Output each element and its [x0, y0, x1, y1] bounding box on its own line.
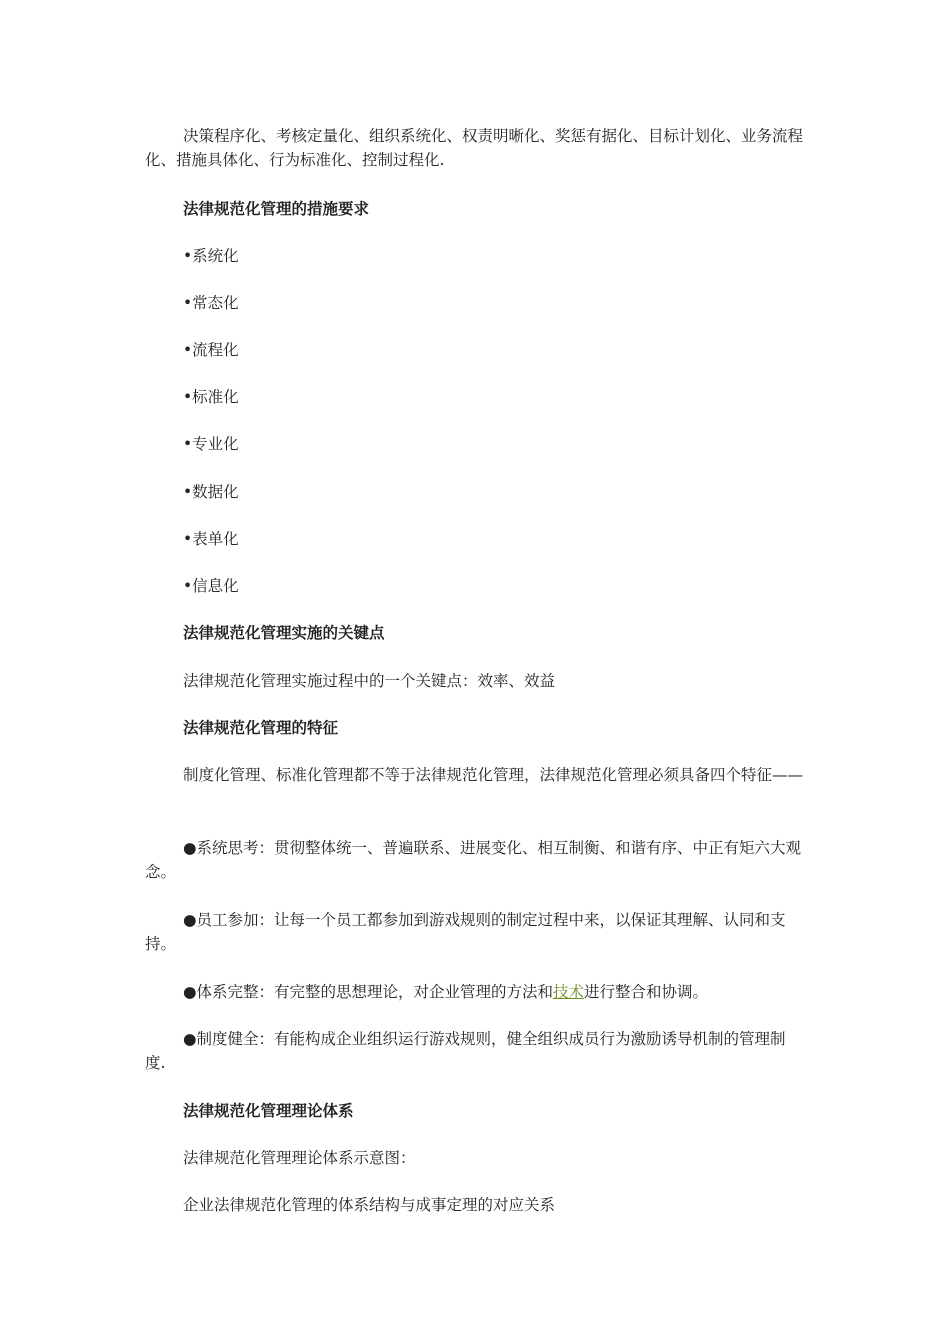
heading-theory-system: 法律规范化管理理论体系	[183, 1101, 354, 1120]
bullet-item: •标准化	[183, 388, 239, 406]
feature-complete-system	[145, 980, 805, 1004]
key-points-paragraph: 法律规范化管理实施过程中的一个关键点：效率、效益	[183, 672, 556, 690]
structure-relation-caption: 企业法律规范化管理的体系结构与成事定理的对应关系	[183, 1196, 556, 1214]
theory-diagram-caption: 法律规范化管理理论体系示意图：	[183, 1149, 416, 1167]
heading-key-points: 法律规范化管理实施的关键点	[183, 623, 385, 642]
heading-features: 法律规范化管理的特征	[183, 718, 339, 737]
bullet-item: •数据化	[183, 483, 239, 501]
bullet-item: •表单化	[183, 530, 239, 548]
bullet-item: •系统化	[183, 247, 239, 265]
bullet-item: •信息化	[183, 577, 239, 595]
bullet-item: •流程化	[183, 341, 239, 359]
feature-sound-rules: ●制度健全：有能构成企业组织运行游戏规则，健全组织成员行为激励诱导机制的管理制度.	[145, 1030, 786, 1072]
bullet-item: •常态化	[183, 294, 239, 312]
features-intro-paragraph: 制度化管理、标准化管理都不等于法律规范化管理，法律规范化管理必须具备四个特征——	[183, 766, 804, 784]
bullet-item: •专业化	[183, 435, 239, 453]
feature-complete-system-text: ●体系完整：有完整的思想理论，对企业管理的方法和	[183, 983, 554, 1001]
intro-paragraph: 决策程序化、考核定量化、组织系统化、权责明晰化、奖惩有据化、目标计划化、业务流程化、措施具体化、行为标准化、控制过程化.	[145, 127, 804, 169]
feature-complete-system-text-end: 进行整合和协调。	[584, 983, 709, 1001]
technology-link[interactable]: 技术	[553, 983, 585, 1001]
heading-measures: 法律规范化管理的措施要求	[183, 199, 370, 218]
feature-employee-participation: ●员工参加：让每一个员工都参加到游戏规则的制定过程中来，以保证其理解、认同和支持。	[145, 911, 786, 953]
feature-systems-thinking: ●系统思考：贯彻整体统一、普遍联系、进展变化、相互制衡、和谐有序、中正有矩六大观念。	[145, 839, 802, 881]
